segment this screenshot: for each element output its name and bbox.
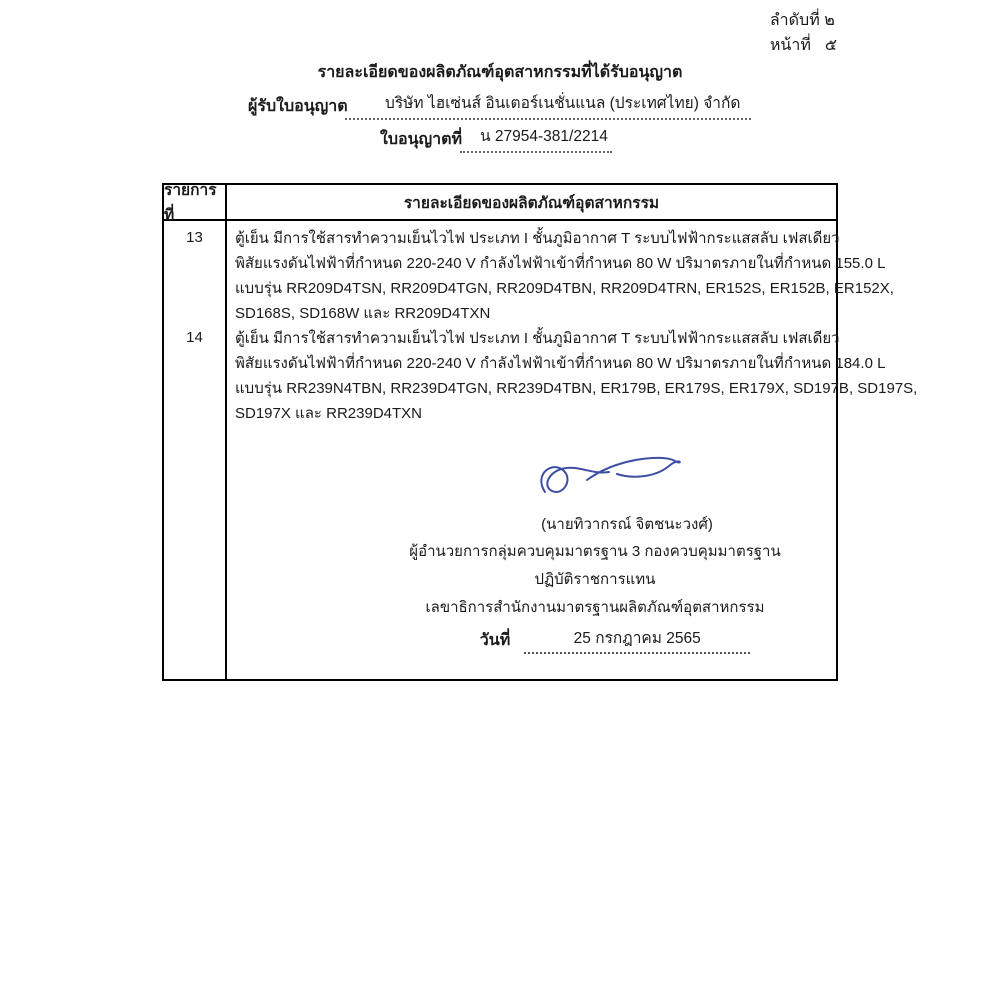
- signer-position-line-1: ผู้อำนวยการกลุ่มควบคุมมาตรฐาน 3 กองควบคุมมาตรฐาน: [409, 543, 781, 560]
- page-number-label: หน้าที่: [769, 37, 811, 54]
- item-description-line: พิสัยแรงดันไฟฟ้าที่กำหนด 220-240 V กำลังไฟฟ้าเข้าที่กำหนด 80 W ปริมาตรภายในที่กำหนด 184.0 L: [235, 355, 886, 372]
- table-header-row: [164, 182, 836, 224]
- signer-position-line-2: ปฏิบัติราชการแทน: [534, 571, 656, 588]
- item-description-line: ตู้เย็น มีการใช้สารทำความเย็นไวไฟ ประเภท I ชั้นภูมิอากาศ T ระบบไฟฟ้ากระแสสลับ เฟสเดียว: [235, 230, 840, 247]
- page-number-value: ๕: [824, 37, 837, 54]
- licensee-value: บริษัท ไฮเซ่นส์ อินเตอร์เนชั่นแนล (ประเทศไทย) จำกัด: [385, 95, 741, 112]
- products-table: [162, 182, 918, 681]
- corner-numbers: [770, 8, 837, 58]
- license-no-label: ใบอนุญาตที่: [380, 131, 463, 148]
- item-number-column: [164, 221, 227, 679]
- signature-block: [335, 452, 855, 654]
- item-number: 14: [186, 329, 203, 346]
- page-title: รายละเอียดของผลิตภัณฑ์อุตสาหกรรมที่ได้รับอนุญาต: [317, 64, 683, 81]
- license-no-underline: [460, 123, 612, 153]
- item-description-line: SD197X และ RR239D4TXN: [235, 405, 422, 422]
- item-number: 13: [186, 229, 203, 246]
- licensee-label: ผู้รับใบอนุญาต: [248, 98, 348, 115]
- signer-position-line-3: เลขาธิการสำนักงานมาตรฐานผลิตภัณฑ์อุตสาหกรรม: [425, 599, 765, 616]
- signature-scribble-icon: [525, 452, 695, 510]
- item-description-line: แบบรุ่น RR239N4TBN, RR239D4TGN, RR239D4TBN, ER179B, ER179S, ER179X, SD197B, SD197S,: [235, 380, 918, 397]
- item-no-column-header: รายการที่: [164, 185, 227, 219]
- item-description-line: ตู้เย็น มีการใช้สารทำความเย็นไวไฟ ประเภท I ชั้นภูมิอากาศ T ระบบไฟฟ้ากระแสสลับ เฟสเดียว: [235, 330, 840, 347]
- table-body: [164, 221, 918, 679]
- date-row: [375, 626, 855, 654]
- item-description-line: SD168S, SD168W และ RR209D4TXN: [235, 305, 491, 322]
- date-value: 25 กรกฎาคม 2565: [524, 626, 750, 654]
- date-label: วันที่: [479, 632, 511, 649]
- page-number-row: [770, 33, 837, 58]
- license-no-value: น 27954-381/2214: [480, 128, 608, 145]
- details-column-header: รายละเอียดของผลิตภัณฑ์อุตสาหกรรม: [403, 194, 660, 212]
- order-number: ลำดับที่ ๒: [769, 12, 835, 29]
- item-description-line: พิสัยแรงดันไฟฟ้าที่กำหนด 220-240 V กำลังไฟฟ้าเข้าที่กำหนด 80 W ปริมาตรภายในที่กำหนด 155.0 L: [235, 255, 886, 272]
- licensee-underline: [345, 90, 751, 120]
- item-details-column: [227, 221, 925, 679]
- item-description-line: แบบรุ่น RR209D4TSN, RR209D4TGN, RR209D4TBN, RR209D4TRN, ER152S, ER152B, ER152X,: [235, 280, 894, 297]
- signer-name: (นายทิวากรณ์ จิตชนะวงศ์): [541, 516, 713, 533]
